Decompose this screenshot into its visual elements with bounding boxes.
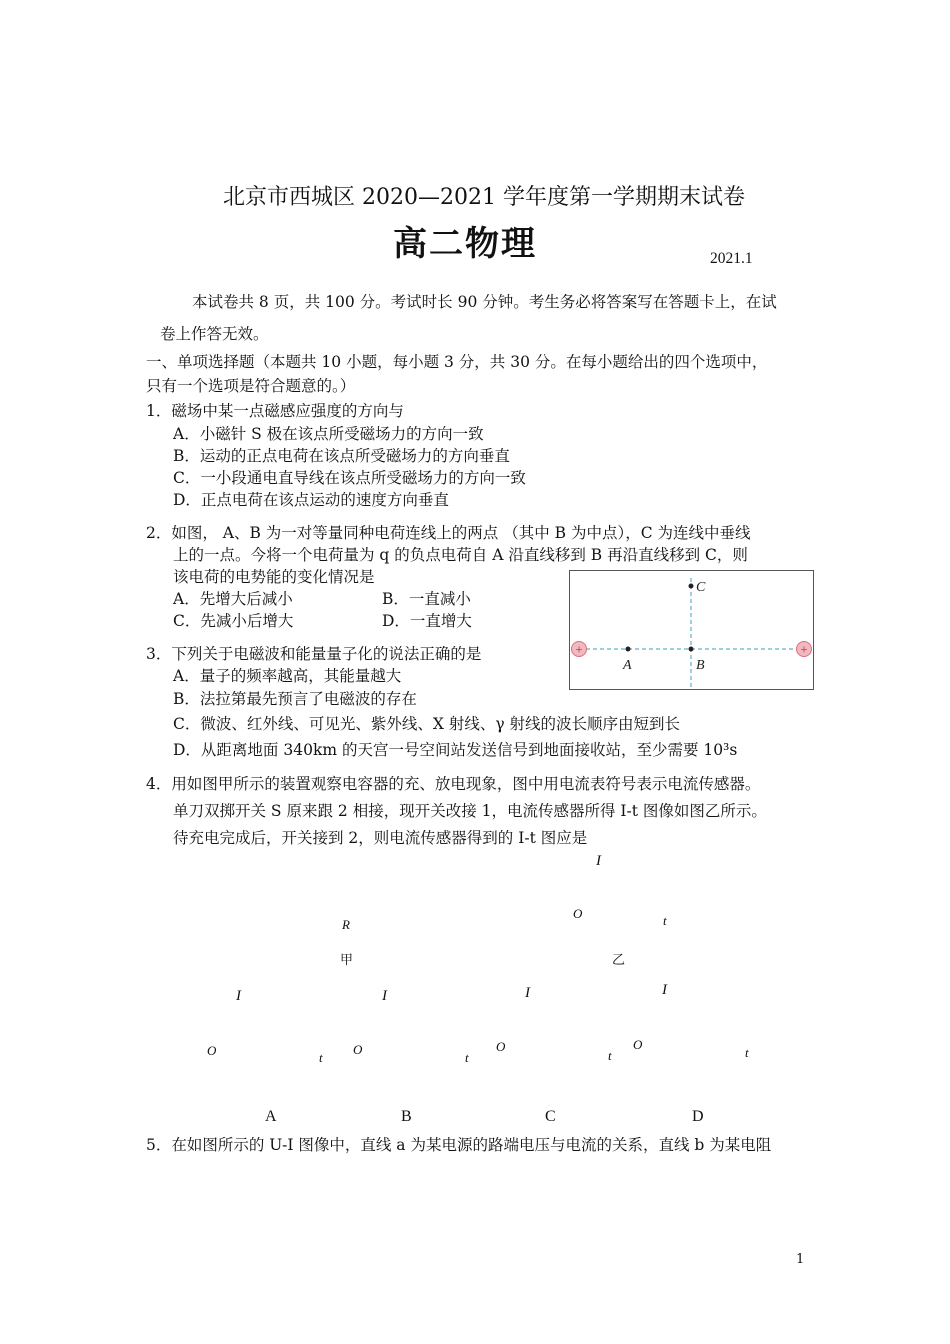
opt-c-axis-t: t bbox=[608, 1048, 612, 1063]
q5-stem: 5．在如图所示的 U-I 图像中，直线 a 为某电源的路端电压与电流的关系，直线 b 为某电阻 bbox=[146, 1136, 772, 1154]
q3-option-a: A．量子的频率越高，其能量越大 bbox=[173, 667, 402, 685]
q2-charge-figure bbox=[569, 570, 814, 690]
opt-d-axis-t: t bbox=[745, 1045, 749, 1060]
exam-date: 2021.1 bbox=[710, 250, 753, 267]
fig-jia-resistor-label: R bbox=[342, 917, 350, 932]
q4-stem-line-1: 4．用如图甲所示的装置观察电容器的充、放电现象，图中用电流表符号表示电流传感器。 bbox=[146, 775, 761, 793]
q4-option-c-label: C bbox=[545, 1108, 556, 1125]
q1-option-a: A．小磁针 S 极在该点所受磁场力的方向一致 bbox=[173, 425, 484, 443]
exam-subject: 高二物理 bbox=[393, 224, 537, 264]
opt-b-axis-i: I bbox=[382, 988, 387, 1004]
q2-option-a: A．先增大后减小 bbox=[173, 590, 293, 608]
q2-option-c: C．先减小后增大 bbox=[173, 612, 294, 630]
q4-option-a-label: A bbox=[265, 1108, 277, 1125]
opt-d-axis-i: I bbox=[662, 982, 667, 998]
q1-stem: 1．磁场中某一点磁感应强度的方向与 bbox=[146, 402, 404, 420]
q4-option-d-label: D bbox=[692, 1108, 704, 1125]
page-number: 1 bbox=[796, 1252, 805, 1267]
fig-yi-axis-t: t bbox=[663, 913, 667, 928]
q3-option-b: B．法拉第最先预言了电磁波的存在 bbox=[173, 690, 417, 708]
opt-c-origin: O bbox=[496, 1039, 506, 1054]
q1-option-d: D．正点电荷在该点运动的速度方向垂直 bbox=[173, 491, 449, 509]
intro-line-1: 本试卷共 8 页，共 100 分。考试时长 90 分钟。考生务必将答案写在答题卡上，在试 bbox=[192, 293, 777, 311]
q3-stem: 3．下列关于电磁波和能量量子化的说法正确的是 bbox=[146, 645, 482, 663]
fig-jia-caption: 甲 bbox=[340, 953, 354, 968]
point-a-label: A bbox=[623, 658, 632, 673]
left-positive-charge bbox=[572, 642, 587, 657]
fig-yi-axis-i: I bbox=[596, 853, 601, 869]
point-c-dot bbox=[689, 584, 694, 589]
q4-option-b-label: B bbox=[401, 1108, 412, 1125]
opt-b-axis-t: t bbox=[465, 1050, 469, 1065]
plus-sign: + bbox=[800, 641, 808, 657]
q3-option-c: C．微波、红外线、可见光、紫外线、X 射线、γ 射线的波长顺序由短到长 bbox=[173, 715, 681, 733]
q4-stem-line-2: 单刀双掷开关 S 原来跟 2 相接，现开关改接 1，电流传感器所得 I-t 图像如图乙所示。 bbox=[173, 802, 767, 820]
intro-line-2: 卷上作答无效。 bbox=[160, 325, 269, 343]
plus-sign: + bbox=[575, 641, 583, 657]
q3-option-d: D．从距离地面 340km 的天宫一号空间站发送信号到地面接收站，至少需要 10³s bbox=[173, 741, 738, 759]
exam-title: 北京市西城区 2020—2021 学年度第一学期期末试卷 bbox=[223, 185, 745, 210]
point-b-label: B bbox=[696, 658, 705, 673]
opt-a-origin: O bbox=[207, 1043, 217, 1058]
section-heading-line-2: 只有一个选项是符合题意的。） bbox=[146, 377, 356, 395]
q2-stem-line-1: 2．如图， A、B 为一对等量同种电荷连线上的两点 （其中 B 为中点），C 为连线中垂线 bbox=[146, 524, 751, 542]
q1-option-b: B．运动的正点电荷在该点所受磁场力的方向垂直 bbox=[173, 447, 510, 465]
section-heading-line-1: 一、单项选择题（本题共 10 小题，每小题 3 分，共 30 分。在每小题给出的四个选项中， bbox=[146, 353, 768, 371]
point-b-dot bbox=[689, 647, 694, 652]
opt-d-origin: O bbox=[633, 1037, 643, 1052]
opt-a-axis-t: t bbox=[319, 1050, 323, 1065]
point-a-dot bbox=[626, 647, 631, 652]
q4-stem-line-3: 待充电完成后，开关接到 2，则电流传感器得到的 I-t 图应是 bbox=[173, 829, 588, 847]
opt-b-origin: O bbox=[353, 1042, 363, 1057]
q1-option-c: C．一小段通电直导线在该点所受磁场力的方向一致 bbox=[173, 469, 526, 487]
q2-stem-line-2: 上的一点。今将一个电荷量为 q 的负点电荷自 A 沿直线移到 B 再沿直线移到 C，则 bbox=[173, 546, 748, 564]
fig-yi-origin: O bbox=[573, 906, 583, 921]
q2-stem-line-3: 该电荷的电势能的变化情况是 bbox=[173, 568, 375, 586]
opt-c-axis-i: I bbox=[525, 985, 530, 1001]
right-positive-charge bbox=[797, 642, 812, 657]
opt-a-axis-i: I bbox=[236, 988, 241, 1004]
fig-yi-caption: 乙 bbox=[612, 953, 626, 968]
point-c-label: C bbox=[696, 580, 706, 595]
q2-option-b: B．一直减小 bbox=[382, 590, 471, 608]
q2-option-d: D．一直增大 bbox=[382, 612, 472, 630]
